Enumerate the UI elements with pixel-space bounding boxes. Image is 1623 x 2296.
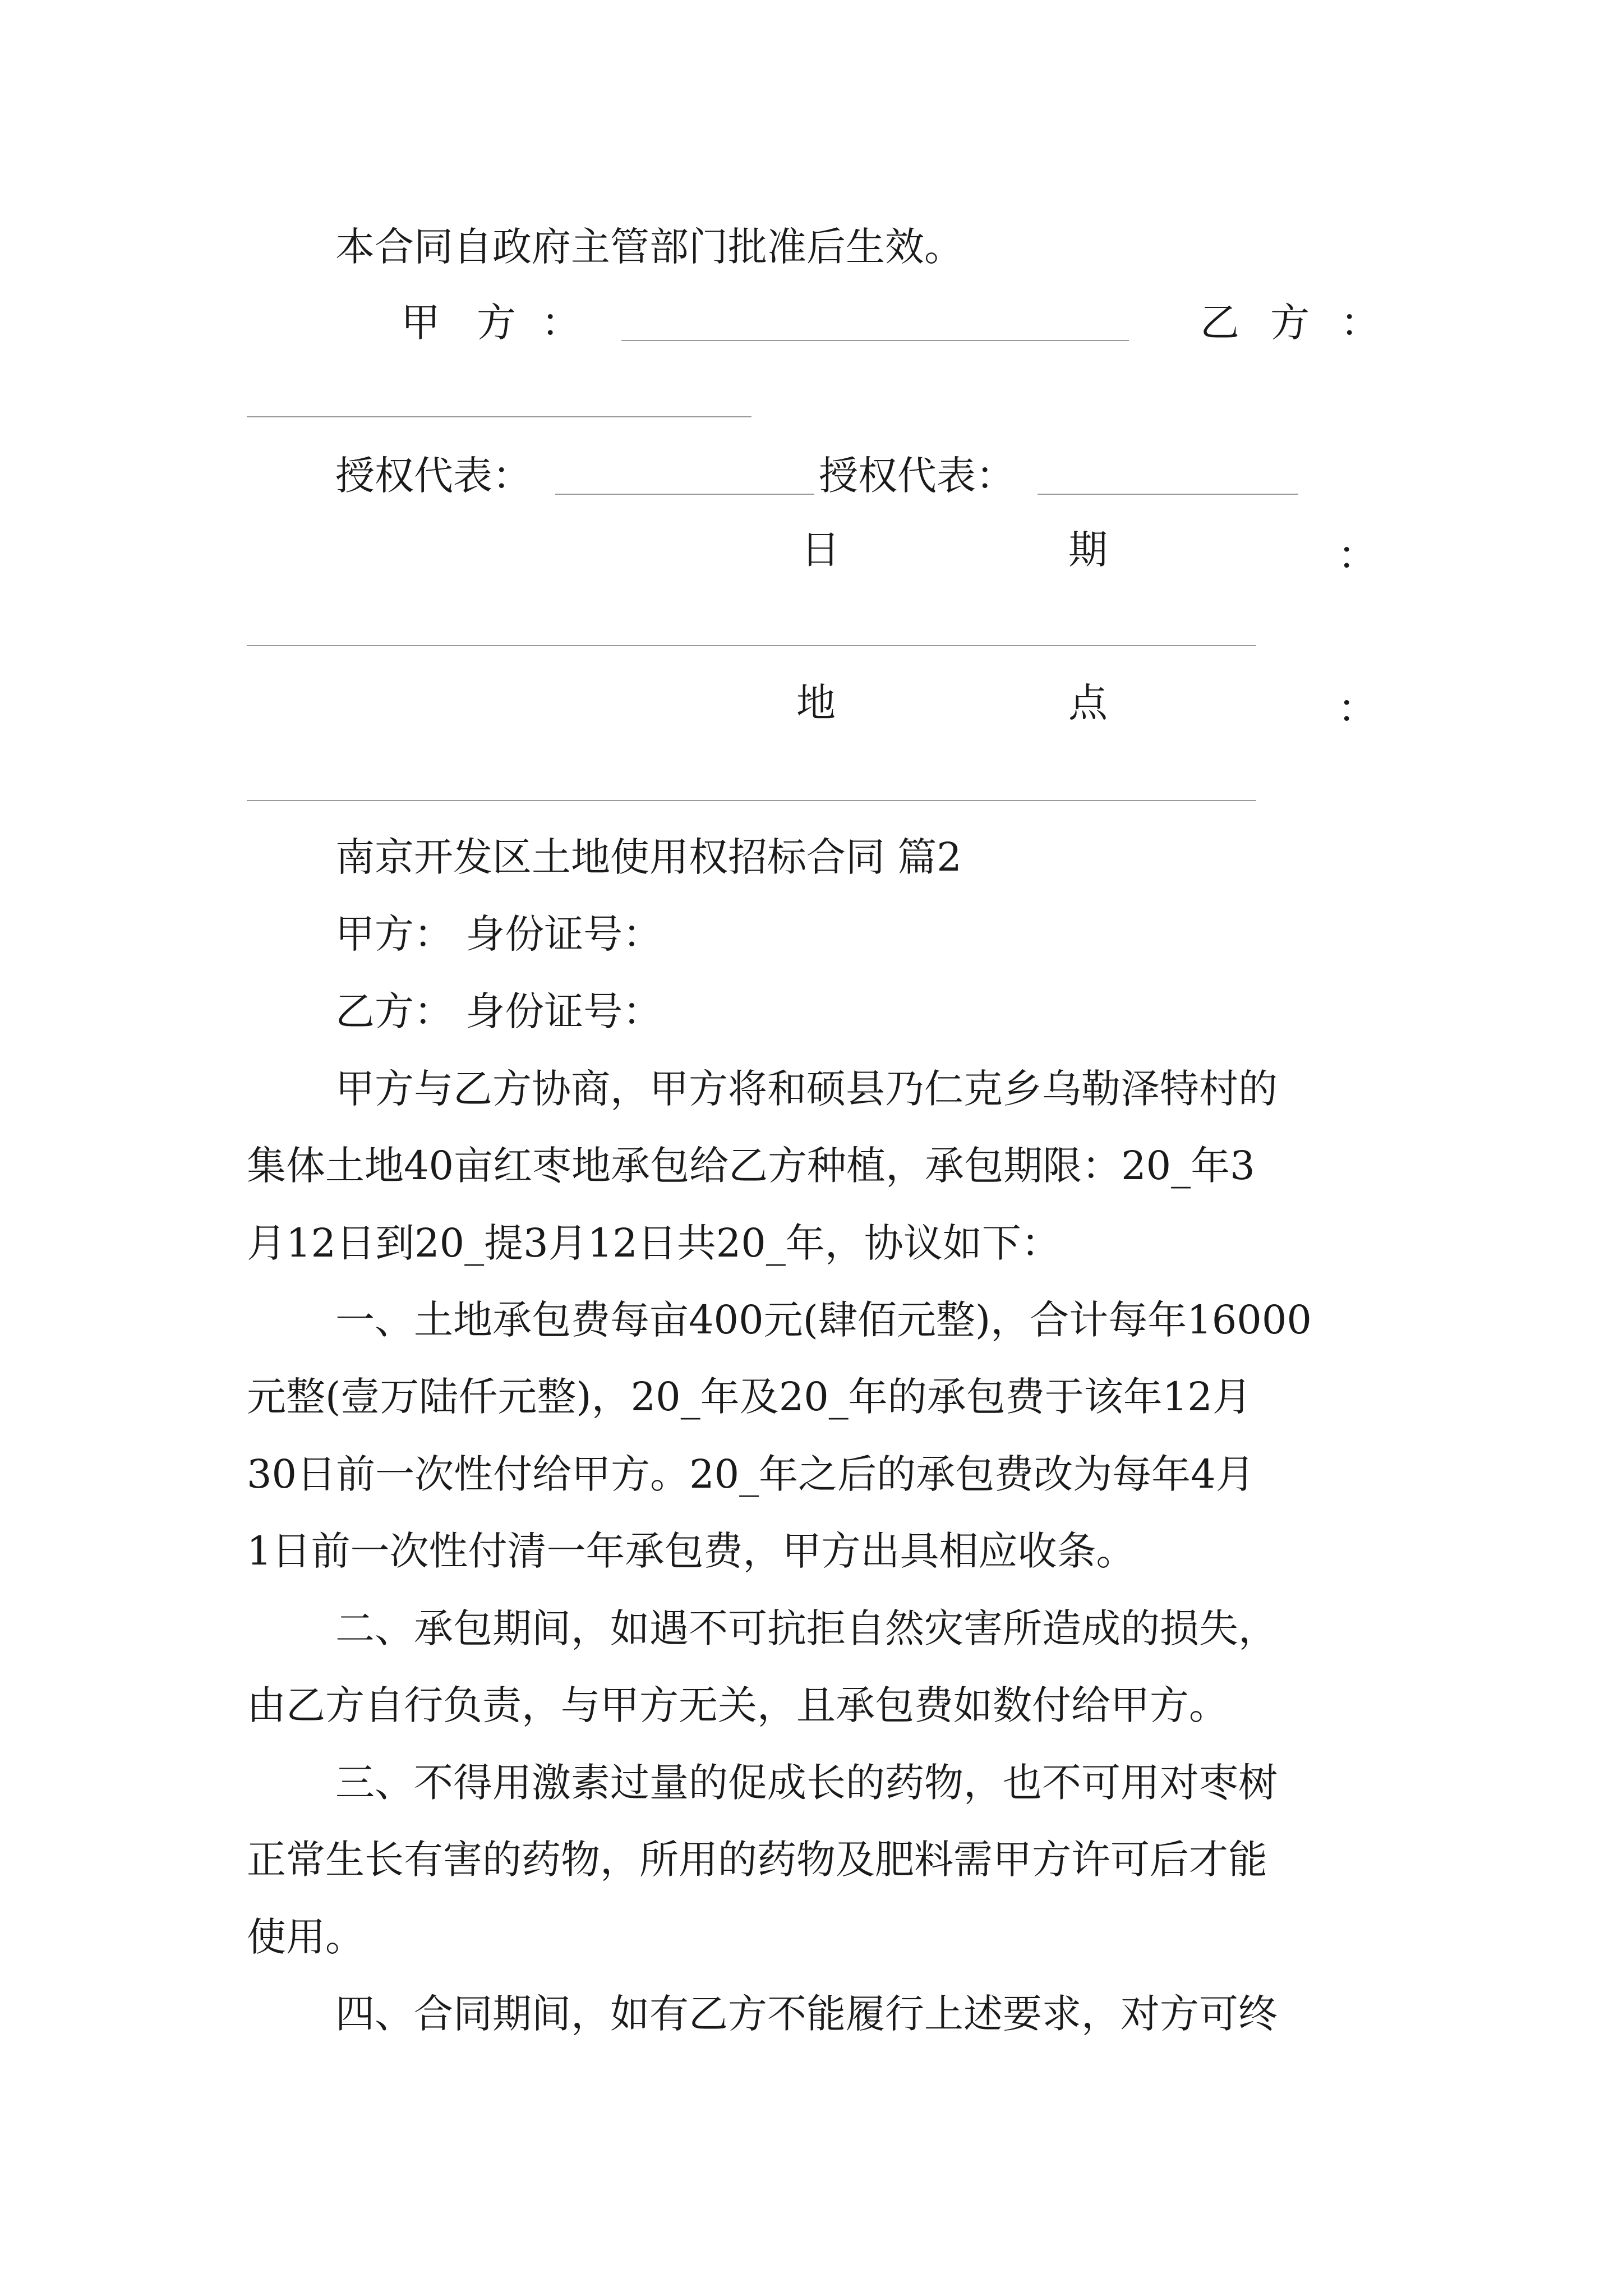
- place-label-char-1: 地: [796, 680, 836, 726]
- clause1-line-1: 一、土地承包费每亩400元(肆佰元整)，合计每年16000: [335, 1297, 1312, 1343]
- date-line: [247, 645, 1256, 646]
- rep-a-label: 授权代表：: [335, 453, 532, 499]
- party-a-label-colon: ：: [541, 300, 580, 346]
- effective-clause: 本合同自政府主管部门批准后生效。: [335, 224, 963, 270]
- place-line: [247, 800, 1256, 801]
- clause4-line-1: 四、合同期间，如有乙方不能履行上述要求，对方可终: [335, 1991, 1278, 2037]
- date-label-char-2: 期: [1068, 527, 1108, 573]
- intro-line-3: 月12日到20_提3月12日共20_年，协议如下：: [247, 1220, 1061, 1266]
- rep-b-label: 授权代表：: [819, 453, 1015, 499]
- date-label-colon: ：: [1338, 532, 1377, 578]
- clause2-line-2: 由乙方自行负责，与甲方无关，且承包费如数付给甲方。: [247, 1682, 1228, 1728]
- clause2-line-1: 二、承包期间，如遇不可抗拒自然灾害所造成的损失，: [335, 1605, 1278, 1651]
- party-b-label-char-2: 方: [1270, 300, 1310, 346]
- party-a-label-char-1: 甲: [401, 300, 440, 346]
- party-a-label-char-2: 方: [477, 300, 516, 346]
- clause3-line-2: 正常生长有害的药物，所用的药物及肥料需甲方许可后才能: [247, 1837, 1267, 1883]
- clause1-line-4: 1日前一次性付清一年承包费，甲方出具相应收条。: [247, 1528, 1136, 1574]
- party-b-label-char-1: 乙: [1200, 300, 1239, 346]
- party-b-label-colon: ：: [1340, 300, 1380, 346]
- rep-b-signature-line: [1038, 494, 1298, 495]
- clause1-line-3: 30日前一次性付给甲方。20_年之后的承包费改为每年4月: [247, 1451, 1255, 1497]
- intro-line-1: 甲方与乙方协商，甲方将和硕县乃仁克乡乌勒泽特村的: [335, 1066, 1278, 1112]
- contract-title: 南京开发区土地使用权招标合同 篇2: [335, 834, 962, 880]
- clause3-line-1: 三、不得用激素过量的促成长的药物，也不可用对枣树: [335, 1760, 1278, 1806]
- clause1-line-2: 元整(壹万陆仟元整)，20_年及20_年的承包费于该年12月: [247, 1374, 1252, 1420]
- date-label-char-1: 日: [801, 527, 840, 573]
- party-a-id-line: 甲方： 身份证号：: [335, 911, 662, 957]
- party-a-signature-line: [621, 340, 1129, 341]
- clause3-line-3: 使用。: [247, 1914, 365, 1960]
- place-label-char-2: 点: [1068, 680, 1108, 726]
- intro-line-2: 集体土地40亩红枣地承包给乙方种植，承包期限：20_年3: [247, 1143, 1255, 1189]
- rep-a-signature-line: [555, 494, 814, 495]
- party-b-id-line: 乙方： 身份证号：: [335, 988, 662, 1034]
- party-b-signature-line: [247, 416, 751, 417]
- place-label-colon: ：: [1338, 685, 1377, 731]
